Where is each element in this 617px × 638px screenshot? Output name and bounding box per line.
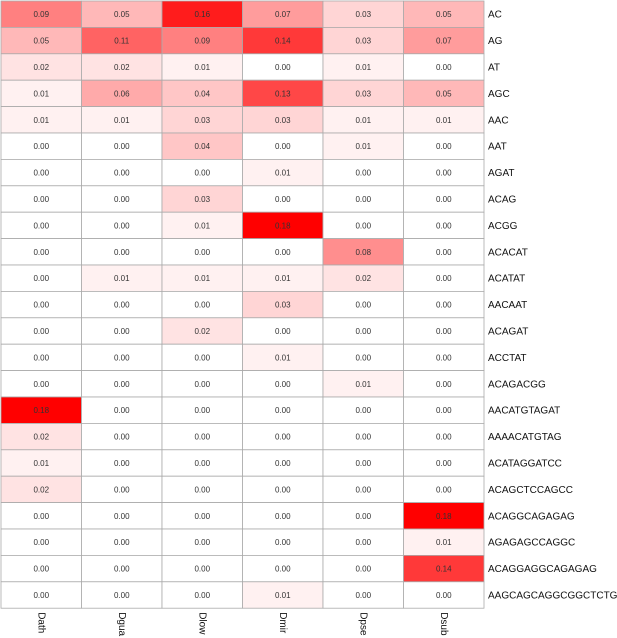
cell-value-aac-dath: 0.01: [33, 115, 50, 125]
cell-value-acaggaggcagagag-dath: 0.00: [33, 564, 50, 574]
cell-value-acagacgg-dath: 0.00: [33, 379, 50, 389]
cell-value-aat-dsub: 0.00: [435, 142, 452, 152]
cell-value-aacatgtagat-dpse: 0.00: [355, 406, 372, 416]
column-label-dpse: Dpse: [357, 612, 369, 636]
row-label-acctat: ACCTAT: [488, 352, 527, 364]
cell-value-acatat-dmir: 0.01: [274, 274, 291, 284]
cell-value-acgg-dgua: 0.00: [113, 221, 130, 231]
cell-value-acataggatcc-dath: 0.01: [33, 459, 50, 468]
cell-value-acaggaggcagagag-dgua: 0.00: [113, 564, 130, 574]
cell-value-acaggaggcagagag-dlow: 0.00: [194, 564, 211, 574]
cell-value-agat-dmir: 0.01: [274, 168, 291, 178]
cell-value-aac-dgua: 0.01: [113, 115, 130, 125]
cell-value-aacatgtagat-dmir: 0.00: [274, 406, 291, 416]
cell-value-aacaat-dlow: 0.00: [194, 300, 211, 310]
cell-value-acacat-dlow: 0.00: [194, 247, 211, 257]
cell-value-ac-dpse: 0.03: [355, 10, 372, 20]
cell-value-ag-dpse: 0.03: [355, 36, 372, 46]
cell-value-acataggatcc-dlow: 0.00: [194, 459, 211, 468]
cell-value-acctat-dsub: 0.00: [435, 353, 452, 363]
cell-value-aat-dpse: 0.01: [355, 142, 372, 152]
cell-value-aaaacatgtag-dath: 0.02: [33, 432, 50, 442]
cell-value-agc-dsub: 0.05: [435, 89, 452, 99]
cell-value-aaaacatgtag-dgua: 0.00: [113, 432, 130, 442]
cell-value-aaaacatgtag-dpse: 0.00: [355, 432, 372, 442]
cell-value-acacat-dgua: 0.00: [113, 247, 130, 257]
cell-value-ag-dgua: 0.11: [114, 36, 130, 46]
cell-value-acagctccagcc-dsub: 0.00: [435, 485, 452, 495]
cell-value-acagacgg-dlow: 0.00: [194, 379, 211, 389]
row-label-aacatgtagat: AACATGTAGAT: [488, 405, 561, 417]
row-label-acaggcagagag: ACAGGCAGAGAG: [488, 511, 575, 523]
row-label-aagcagcaggcggctctg: AAGCAGCAGGCGGCTCTG: [488, 590, 617, 602]
cell-value-agc-dlow: 0.04: [194, 89, 211, 99]
cell-value-at-dgua: 0.02: [113, 63, 130, 72]
cell-value-aacaat-dsub: 0.00: [435, 300, 452, 310]
row-label-aac: AAC: [488, 115, 509, 127]
cell-value-agat-dgua: 0.00: [113, 168, 130, 178]
cell-value-aacatgtagat-dath: 0.18: [33, 406, 50, 416]
column-labels: [36, 612, 450, 636]
cell-value-acagctccagcc-dlow: 0.00: [194, 485, 211, 495]
row-label-acgg: ACGG: [488, 220, 518, 232]
cell-value-acag-dsub: 0.00: [435, 195, 452, 204]
cell-value-acataggatcc-dgua: 0.00: [113, 459, 130, 468]
row-label-acataggatcc: ACATAGGATCC: [488, 458, 562, 470]
cell-value-aacatgtagat-dlow: 0.00: [194, 406, 211, 416]
cell-value-acag-dlow: 0.03: [194, 195, 211, 204]
cell-value-acacat-dpse: 0.08: [355, 247, 372, 257]
cell-value-aat-dlow: 0.04: [194, 142, 211, 152]
cell-value-acctat-dgua: 0.00: [113, 353, 130, 363]
cell-value-acaggcagagag-dpse: 0.00: [355, 511, 372, 521]
cell-value-acgg-dmir: 0.18: [274, 221, 291, 231]
row-label-acaggaggcagagag: ACAGGAGGCAGAGAG: [488, 564, 597, 576]
cell-value-aagcagcaggcggctctg-dath: 0.00: [33, 591, 50, 600]
row-label-acagat: ACAGAT: [488, 326, 529, 338]
cell-value-acaggaggcagagag-dmir: 0.00: [274, 564, 291, 574]
row-label-acatat: ACATAT: [488, 273, 526, 285]
cell-value-acatat-dpse: 0.02: [355, 274, 372, 284]
cell-value-agc-dpse: 0.03: [355, 89, 372, 99]
cell-value-ac-dgua: 0.05: [113, 10, 130, 20]
cell-value-aac-dlow: 0.03: [194, 115, 211, 125]
cell-value-at-dpse: 0.01: [355, 63, 372, 72]
row-labels: [488, 10, 617, 602]
cell-value-agagagccaggc-dgua: 0.00: [113, 538, 130, 548]
cell-value-acctat-dmir: 0.01: [274, 353, 291, 363]
cell-value-aaaacatgtag-dlow: 0.00: [194, 432, 211, 442]
cell-value-aagcagcaggcggctctg-dpse: 0.00: [355, 591, 372, 600]
cell-value-aac-dmir: 0.03: [274, 115, 291, 125]
cell-value-ag-dsub: 0.07: [435, 36, 452, 46]
cell-value-acgg-dsub: 0.00: [435, 221, 452, 231]
cell-value-ac-dlow: 0.16: [194, 10, 211, 20]
row-label-aacaat: AACAAT: [488, 300, 528, 312]
cell-value-at-dmir: 0.00: [274, 63, 291, 72]
cell-value-acagat-dath: 0.00: [33, 327, 50, 336]
cell-value-acagat-dsub: 0.00: [435, 327, 452, 336]
cell-value-aaaacatgtag-dmir: 0.00: [274, 432, 291, 442]
cell-value-acaggcagagag-dsub: 0.18: [435, 511, 452, 521]
column-label-dmir: Dmir: [277, 612, 289, 634]
row-label-aaaacatgtag: AAAACATGTAG: [488, 432, 562, 444]
row-label-acagacgg: ACAGACGG: [488, 379, 546, 391]
cell-value-acagacgg-dmir: 0.00: [274, 379, 291, 389]
cell-value-aat-dath: 0.00: [33, 142, 50, 152]
cell-value-ac-dmir: 0.07: [274, 10, 291, 20]
cell-value-acagacgg-dsub: 0.00: [435, 379, 452, 389]
cell-value-acaggcagagag-dath: 0.00: [33, 511, 50, 521]
row-label-agat: AGAT: [488, 168, 515, 180]
cell-value-aacaat-dgua: 0.00: [113, 300, 130, 310]
cell-value-at-dsub: 0.00: [435, 63, 452, 72]
cell-value-acgg-dpse: 0.00: [355, 221, 372, 231]
cell-value-acagctccagcc-dpse: 0.00: [355, 485, 372, 495]
cell-value-agat-dlow: 0.00: [194, 168, 211, 178]
cell-value-acagctccagcc-dmir: 0.00: [274, 485, 291, 495]
cell-value-acaggaggcagagag-dpse: 0.00: [355, 564, 372, 574]
column-label-dath: Dath: [35, 612, 47, 634]
cell-value-at-dlow: 0.01: [194, 63, 211, 72]
cell-value-agagagccaggc-dlow: 0.00: [194, 538, 211, 548]
cell-value-aat-dgua: 0.00: [113, 142, 130, 152]
row-label-at: AT: [488, 62, 501, 74]
cell-value-ag-dmir: 0.14: [274, 36, 291, 46]
cell-value-acctat-dath: 0.00: [33, 353, 50, 363]
cell-value-acagacgg-dgua: 0.00: [113, 379, 130, 389]
row-label-acacat: ACACAT: [488, 247, 528, 259]
cell-value-acaggcagagag-dmir: 0.00: [274, 511, 291, 521]
cell-value-acatat-dath: 0.00: [33, 274, 50, 284]
cell-value-aacaat-dpse: 0.00: [355, 300, 372, 310]
cell-value-ag-dath: 0.05: [33, 36, 50, 46]
row-label-ac: AC: [488, 9, 502, 21]
cell-value-acataggatcc-dpse: 0.00: [355, 459, 372, 468]
cell-value-acagat-dpse: 0.00: [355, 327, 372, 336]
cell-value-aac-dpse: 0.01: [355, 115, 372, 125]
cell-value-acgg-dlow: 0.01: [194, 221, 211, 231]
cell-value-aacatgtagat-dgua: 0.00: [113, 406, 130, 416]
cell-value-aagcagcaggcggctctg-dsub: 0.00: [435, 591, 452, 600]
cell-value-acagctccagcc-dath: 0.02: [33, 485, 50, 495]
cell-value-acagat-dmir: 0.00: [274, 327, 291, 336]
cell-value-acacat-dath: 0.00: [33, 247, 50, 257]
cell-value-acacat-dmir: 0.00: [274, 247, 291, 257]
cell-value-aacaat-dmir: 0.03: [274, 300, 291, 310]
row-label-acag: ACAG: [488, 194, 517, 206]
cell-value-acatat-dgua: 0.01: [113, 274, 130, 284]
cell-value-aaaacatgtag-dsub: 0.00: [435, 432, 452, 442]
cell-value-agc-dmir: 0.13: [274, 89, 291, 99]
cell-value-aagcagcaggcggctctg-dgua: 0.00: [113, 591, 130, 600]
cell-value-aacatgtagat-dsub: 0.00: [435, 406, 452, 416]
cell-value-aagcagcaggcggctctg-dmir: 0.01: [274, 591, 291, 600]
cell-value-acatat-dlow: 0.01: [194, 274, 211, 284]
heatmap-cells: [1, 1, 484, 608]
cell-value-agc-dath: 0.01: [33, 89, 50, 99]
cell-value-acag-dath: 0.00: [33, 195, 50, 204]
cell-value-acctat-dlow: 0.00: [194, 353, 211, 363]
cell-value-acagacgg-dpse: 0.01: [355, 379, 372, 389]
column-label-dgua: Dgua: [116, 612, 128, 637]
cell-value-acgg-dath: 0.00: [33, 221, 50, 231]
cell-value-agagagccaggc-dmir: 0.00: [274, 538, 291, 548]
cell-value-aacaat-dath: 0.00: [33, 300, 50, 310]
cell-value-acctat-dpse: 0.00: [355, 353, 372, 363]
cell-value-agc-dgua: 0.06: [113, 89, 130, 99]
cell-value-acagat-dlow: 0.02: [194, 327, 211, 336]
cell-value-acag-dmir: 0.00: [274, 195, 291, 204]
cell-value-acataggatcc-dmir: 0.00: [274, 459, 291, 468]
cell-value-aagcagcaggcggctctg-dlow: 0.00: [194, 591, 211, 600]
row-label-acagctccagcc: ACAGCTCCAGCC: [488, 484, 574, 496]
cell-value-acatat-dsub: 0.00: [435, 274, 452, 284]
cell-value-agat-dpse: 0.00: [355, 168, 372, 178]
cell-value-acaggcagagag-dgua: 0.00: [113, 511, 130, 521]
cell-value-agagagccaggc-dath: 0.00: [33, 538, 50, 548]
cell-value-acagctccagcc-dgua: 0.00: [113, 485, 130, 495]
row-label-agc: AGC: [488, 88, 510, 100]
cell-value-ac-dath: 0.09: [33, 10, 50, 20]
cell-value-aac-dsub: 0.01: [435, 115, 452, 125]
cell-value-acag-dpse: 0.00: [355, 195, 372, 204]
cell-value-ac-dsub: 0.05: [435, 10, 452, 20]
cell-value-aat-dmir: 0.00: [274, 142, 291, 152]
row-label-aat: AAT: [488, 141, 507, 153]
cell-value-acaggcagagag-dlow: 0.00: [194, 511, 211, 521]
cell-value-at-dath: 0.02: [33, 63, 50, 72]
cell-value-ag-dlow: 0.09: [194, 36, 211, 46]
cell-value-acagat-dgua: 0.00: [113, 327, 130, 336]
row-label-ag: AG: [488, 36, 503, 48]
cell-value-acacat-dsub: 0.00: [435, 247, 452, 257]
column-label-dlow: Dlow: [196, 612, 208, 635]
cell-value-acataggatcc-dsub: 0.00: [435, 459, 452, 468]
row-label-agagagccaggc: AGAGAGCCAGGC: [488, 537, 576, 549]
cell-value-agagagccaggc-dsub: 0.01: [435, 538, 452, 548]
column-label-dsub: Dsub: [438, 612, 450, 636]
cell-value-acaggaggcagagag-dsub: 0.14: [435, 564, 452, 574]
cell-value-agat-dath: 0.00: [33, 168, 50, 178]
cell-value-agagagccaggc-dpse: 0.00: [355, 538, 372, 548]
cell-value-acag-dgua: 0.00: [113, 195, 130, 204]
cell-value-agat-dsub: 0.00: [435, 168, 452, 178]
